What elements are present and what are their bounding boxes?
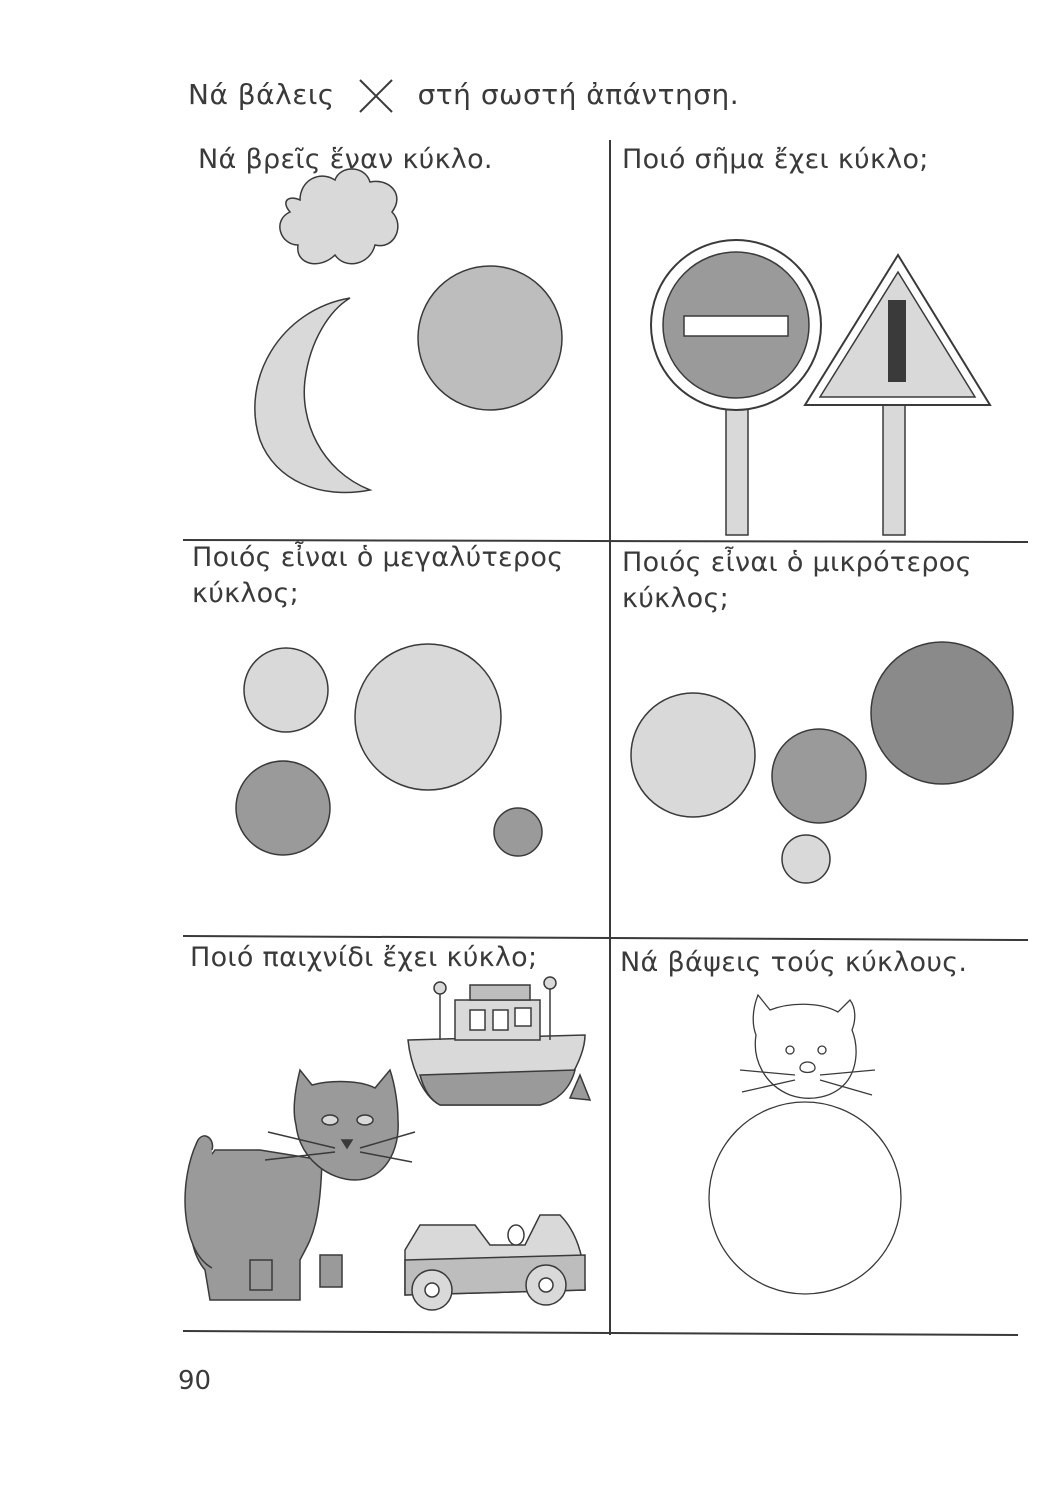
circle-option-largest-dark[interactable] bbox=[871, 642, 1013, 784]
circle-option-tiny-dark[interactable] bbox=[494, 808, 542, 856]
colorable-circle-body[interactable] bbox=[709, 1102, 901, 1294]
prompt-sign-with-circle: Ποιό σῆμα ἔχει κύκλο; bbox=[622, 144, 929, 175]
bottom-rule bbox=[183, 1331, 1018, 1335]
instruction-text-before: Νά βάλεις bbox=[188, 78, 335, 111]
instruction-text-after: στή σωστή ἀπάντηση. bbox=[417, 78, 740, 111]
circle-option-medium-dark[interactable] bbox=[236, 761, 330, 855]
toy-cat[interactable] bbox=[185, 1070, 415, 1300]
prompt-toy-with-circle: Ποιό παιχνίδι ἔχει κύκλο; bbox=[190, 942, 538, 973]
prompt-smallest-line-2: κύκλος; bbox=[622, 583, 729, 614]
prompt-color-circles: Νά βάψεις τούς κύκλους. bbox=[620, 947, 968, 978]
flower-shape[interactable] bbox=[280, 169, 398, 264]
outline-cat-to-color bbox=[709, 995, 901, 1294]
instruction-line bbox=[188, 76, 739, 116]
smallest-circle-options bbox=[631, 642, 1013, 883]
circle-shape[interactable] bbox=[418, 266, 562, 410]
x-mark-icon bbox=[354, 76, 398, 116]
prompt-largest-circle bbox=[192, 540, 563, 612]
toy-boat[interactable] bbox=[408, 977, 590, 1105]
prompt-smallest-circle bbox=[622, 545, 972, 617]
page-number: 90 bbox=[178, 1366, 212, 1396]
toy-car[interactable] bbox=[405, 1215, 585, 1310]
prompt-find-circle: Νά βρεῖς ἕναν κύκλο. bbox=[198, 144, 493, 175]
circle-option-medium-dark[interactable] bbox=[772, 729, 866, 823]
no-entry-sign[interactable] bbox=[651, 240, 821, 535]
largest-circle-options bbox=[236, 644, 542, 856]
circle-option-large-light[interactable] bbox=[631, 693, 755, 817]
warning-triangle-sign[interactable] bbox=[805, 255, 990, 535]
circle-option-largest[interactable] bbox=[355, 644, 501, 790]
prompt-largest-line-2: κύκλος; bbox=[192, 578, 299, 609]
prompt-smallest-line-1: Ποιός εἶναι ὁ μικρότερος bbox=[622, 547, 972, 578]
prompt-largest-line-1: Ποιός εἶναι ὁ μεγαλύτερος bbox=[192, 542, 564, 573]
colorable-circle-head[interactable] bbox=[753, 995, 856, 1098]
circle-option-smallest[interactable] bbox=[782, 835, 830, 883]
circle-option-small-light[interactable] bbox=[244, 648, 328, 732]
crescent-moon-shape[interactable] bbox=[255, 298, 370, 493]
